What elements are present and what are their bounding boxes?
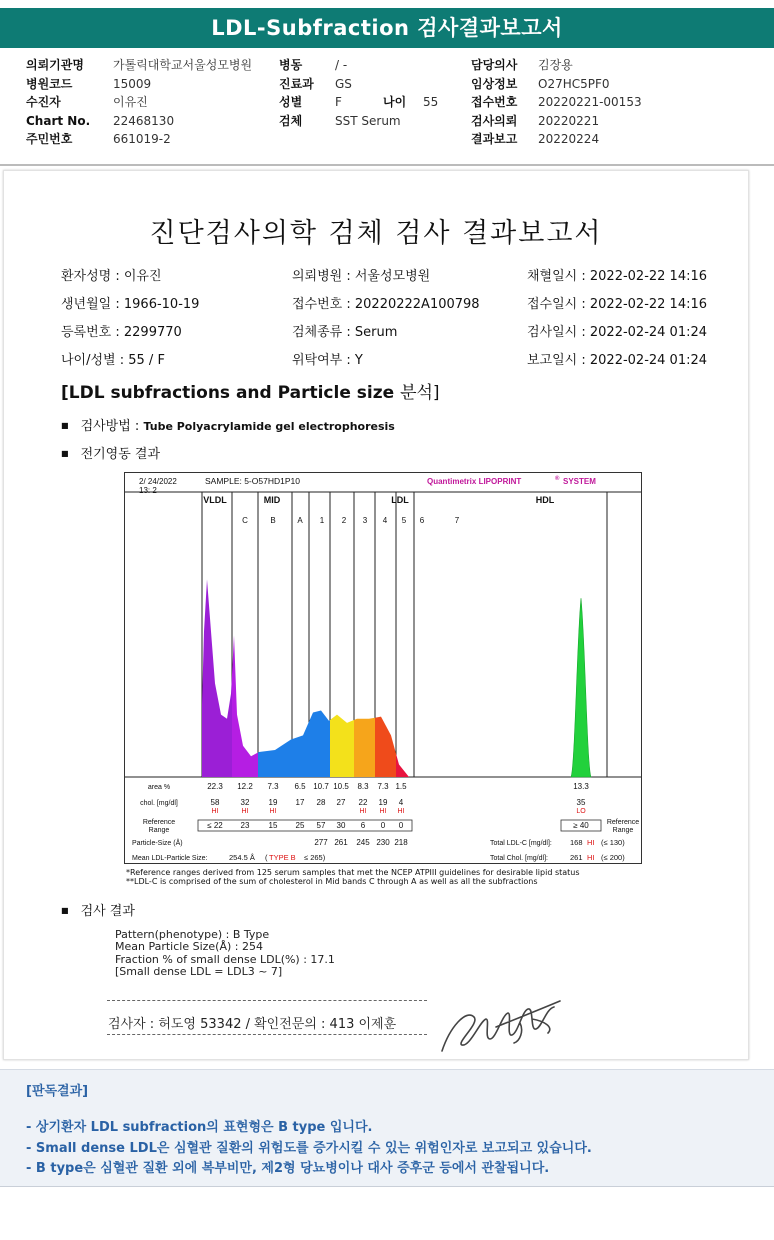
reference-note-1: *Reference ranges derived from 125 serum samples that met the NCEP ATPIII guidelines for desirable lipid status [126, 868, 580, 877]
trace-segment-6 [354, 718, 375, 777]
label-age: 나이 [383, 95, 407, 110]
band-label-C: C [242, 516, 248, 525]
value-clinical-info: O27HC5PF0 [538, 76, 610, 91]
label-receipt-no: 접수번호 [471, 95, 518, 110]
area-value: 7.3 [377, 782, 389, 791]
band-label-3: 3 [362, 516, 368, 525]
reference-note-2: **LDL-C is comprised of the sum of cholesterol in Mid bands C through A as well as all the subfractions [126, 877, 538, 886]
hdl-ref-label-2: Range [612, 827, 634, 834]
row-label-area: area % [147, 784, 171, 791]
chol-value: 35 [576, 798, 586, 807]
mean-size-value: 254.5 Å [229, 853, 255, 862]
trace-segment-5 [330, 715, 354, 777]
chol-value: 22 [358, 798, 368, 807]
chol-flag: HI [359, 808, 367, 815]
row-label-mean: Mean LDL-Particle Size: [132, 855, 208, 862]
opinion-panel [0, 1069, 774, 1187]
info-birthdate: 생년월일 : 1966-10-19 [61, 297, 200, 312]
ref-value: 0 [380, 821, 386, 830]
band-label-4: 4 [382, 516, 388, 525]
total-ldl-flag: HI [587, 838, 595, 847]
signature-divider-top [107, 1000, 427, 1001]
ref-value: ≥ 40 [573, 821, 589, 830]
group-hdl: HDL [535, 495, 555, 505]
row-label-size: Particle-Size (Å) [132, 840, 183, 847]
mean-open: ( [265, 853, 268, 862]
trace-segment-0 [202, 579, 232, 777]
particle-size-value: 230 [376, 838, 390, 847]
band-label-B: B [270, 516, 276, 525]
group-mid: MID [263, 495, 281, 505]
value-doctor: 김장용 [538, 58, 573, 72]
chol-value: 28 [316, 798, 326, 807]
ref-value: 30 [336, 821, 346, 830]
total-ldl-ref: (≤ 130) [601, 838, 625, 847]
handwritten-signature [436, 997, 566, 1059]
value-resident-no: 661019-2 [113, 132, 171, 147]
value-ward: / - [335, 58, 348, 72]
value-hospital-code: 15009 [113, 76, 152, 91]
label-specimen: 검체 [279, 113, 303, 128]
chol-value: 32 [240, 798, 250, 807]
total-chol-ref: (≤ 200) [601, 853, 625, 862]
label-sex: 성별 [279, 95, 303, 110]
group-ldl: LDL [391, 495, 409, 505]
chart-run: 13: 2 [139, 486, 157, 495]
chol-value: 27 [336, 798, 346, 807]
value-specimen: SST Serum [335, 113, 401, 128]
method-value: Tube Polyacrylamide gel electrophoresis [143, 420, 395, 433]
area-value: 10.7 [313, 782, 329, 791]
band-label-2: 2 [341, 516, 347, 525]
mean-type-value: TYPE B [269, 853, 296, 862]
result-sdldl-fraction: Fraction % of small dense LDL(%) : 17.1 [115, 952, 335, 966]
info-receipt-time: 접수일시 : 2022-02-22 14:16 [527, 297, 708, 312]
hdl-ref-label-1: Reference [606, 819, 640, 826]
opinion-line-2: - Small dense LDL은 심혈관 질환의 위험도를 증가시킬 수 있는 위험인자로 보고되고 있습니다. [26, 1141, 592, 1156]
band-label-1: 1 [319, 516, 325, 525]
total-ldl-label: Total LDL-C [mg/dl]: [490, 840, 552, 847]
info-test-time: 검사일시 : 2022-02-24 01:24 [527, 325, 708, 340]
band-label-5: 5 [401, 516, 407, 525]
ref-value: 15 [268, 821, 278, 830]
info-receipt-no: 접수번호 : 20220222A100798 [292, 297, 480, 312]
opinion-line-1: - 상기환자 LDL subfraction의 표현형은 B type 입니다. [26, 1120, 373, 1135]
area-value: 12.2 [237, 782, 253, 791]
chart-canvas [125, 473, 641, 863]
chol-flag: HI [241, 808, 249, 815]
info-report-time: 보고일시 : 2022-02-24 01:24 [527, 353, 708, 368]
value-chart-no: 22468130 [113, 113, 175, 128]
opinion-line-3: - B type은 심혈관 질환 외에 복부비만, 제2형 당뇨병이나 대사 증후군 등에서 관찰됩니다. [26, 1161, 550, 1176]
group-vldl: VLDL [203, 495, 227, 505]
chart-sample-id: SAMPLE: 5-O57HD1P10 [205, 476, 300, 486]
total-chol-label: Total Chol. [mg/dl]: [490, 855, 548, 862]
row-label-ref-2: Range [148, 827, 170, 834]
total-ldl-value: 168 [570, 838, 583, 847]
label-institution: 의뢰기관명 [26, 58, 84, 72]
info-hospital: 의뢰병원 : 서울성모병원 [292, 269, 431, 284]
signature-divider-bottom [107, 1034, 427, 1035]
ref-value: 25 [295, 821, 305, 830]
particle-size-value: 261 [334, 838, 348, 847]
label-department: 진료과 [279, 76, 314, 91]
ref-value: 57 [316, 821, 326, 830]
header-col-3 [471, 56, 642, 149]
value-sex: F [335, 95, 342, 110]
label-clinical-info: 임상정보 [471, 76, 518, 91]
area-value: 13.3 [573, 782, 589, 791]
ref-value: ≤ 22 [207, 821, 223, 830]
chol-flag: HI [211, 808, 219, 815]
chol-flag: HI [269, 808, 277, 815]
label-request-date: 검사의뢰 [471, 113, 518, 128]
value-receipt-no: 20220221-00153 [538, 95, 642, 110]
info-specimen-type: 검체종류 : Serum [292, 325, 398, 340]
sheet-title: 진단검사의학 검체 검사 결과보고서 [149, 218, 603, 249]
band-label-6: 6 [419, 516, 425, 525]
chol-value: 4 [398, 798, 404, 807]
chart-date: 2/ 24/2022 [139, 477, 177, 486]
trace-hdl [571, 598, 591, 777]
mean-ref-value: ≤ 265) [304, 853, 326, 862]
chol-flag: LO [576, 808, 586, 815]
ref-value: 23 [240, 821, 250, 830]
result-pattern: Pattern(phenotype) : B Type [115, 928, 270, 941]
row-label-chol: chol. [mg/dl] [140, 800, 178, 807]
label-doctor: 담당의사 [471, 58, 518, 72]
method-label: 검사방법 : [80, 419, 144, 434]
result-sdldl-definition: [Small dense LDL = LDL3 ~ 7] [115, 965, 283, 979]
info-collection-time: 채혈일시 : 2022-02-22 14:16 [527, 269, 708, 284]
particle-size-value: 245 [356, 838, 370, 847]
area-value: 6.5 [294, 782, 306, 791]
area-value: 22.3 [207, 782, 223, 791]
value-request-date: 20220221 [538, 113, 600, 128]
trace-segment-4 [309, 710, 330, 777]
trace-segment-2 [258, 750, 275, 777]
lipoprint-chart [124, 472, 642, 864]
trace-segment-8 [396, 754, 414, 777]
label-resident-no: 주민번호 [26, 132, 73, 147]
value-age: 55 [423, 95, 439, 110]
header-divider [0, 164, 774, 166]
area-value: 7.3 [267, 782, 279, 791]
chart-brand: Quantimetrix LIPOPRINT [427, 477, 522, 486]
particle-size-value: 218 [394, 838, 408, 847]
result-label: ■ 검사 결과 [61, 900, 135, 919]
chol-value: 19 [378, 798, 388, 807]
total-chol-value: 261 [570, 853, 583, 862]
method-line [61, 415, 395, 434]
report-title: LDL-Subfraction 검사결과보고서 [0, 8, 774, 48]
result-block [115, 929, 335, 979]
section-title-ko: 분석] [400, 383, 440, 403]
band-label-A: A [297, 516, 303, 525]
header-col-1 [26, 56, 252, 149]
label-hospital-code: 병원코드 [26, 76, 73, 91]
label-patient: 수진자 [26, 95, 61, 110]
opinion-title: [판독결과] [26, 1084, 89, 1099]
value-department: GS [335, 76, 352, 91]
signature-line: 검사자 : 허도영 53342 / 확인전문의 : 413 이제훈 [108, 1017, 397, 1032]
band-label-7: 7 [454, 516, 460, 525]
trace-segment-1 [232, 636, 258, 777]
chol-value: 17 [295, 798, 305, 807]
chol-flag: HI [397, 808, 405, 815]
trace-segment-7 [375, 717, 396, 777]
info-registration-no: 등록번호 : 2299770 [61, 325, 182, 340]
section-title [61, 378, 440, 403]
label-chart-no: Chart No. [26, 113, 91, 128]
info-age-sex: 나이/성별 : 55 / F [61, 353, 165, 368]
label-ward: 병동 [279, 58, 303, 72]
ref-value: 6 [360, 821, 366, 830]
label-report-date: 결과보고 [471, 132, 518, 147]
chart-brand-tail: SYSTEM [563, 477, 596, 486]
info-patient-name: 환자성명 : 이유진 [61, 269, 162, 284]
area-value: 1.5 [395, 782, 407, 791]
header-col-2 [279, 56, 438, 130]
row-label-ref-1: Reference [142, 819, 176, 826]
value-report-date: 20220224 [538, 132, 600, 147]
electro-label: ■ 전기영동 결과 [61, 443, 160, 462]
report-sheet [3, 170, 749, 1060]
value-institution: 가톨릭대학교서울성모병원 [113, 58, 253, 72]
chart-brand-mark: ® [555, 476, 560, 482]
chol-flag: HI [379, 808, 387, 815]
result-mean-size: Mean Particle Size(Å) : 254 [115, 940, 263, 954]
total-chol-flag: HI [587, 853, 595, 862]
area-value: 10.5 [333, 782, 349, 791]
chol-value: 19 [268, 798, 278, 807]
section-title-en: [LDL subfractions and Particle size [61, 383, 401, 403]
chol-value: 58 [210, 798, 220, 807]
particle-size-value: 277 [314, 838, 328, 847]
info-outsourced: 위탁여부 : Y [292, 353, 363, 368]
area-value: 8.3 [357, 782, 369, 791]
ref-value: 0 [398, 821, 404, 830]
value-patient: 이유진 [113, 95, 148, 110]
